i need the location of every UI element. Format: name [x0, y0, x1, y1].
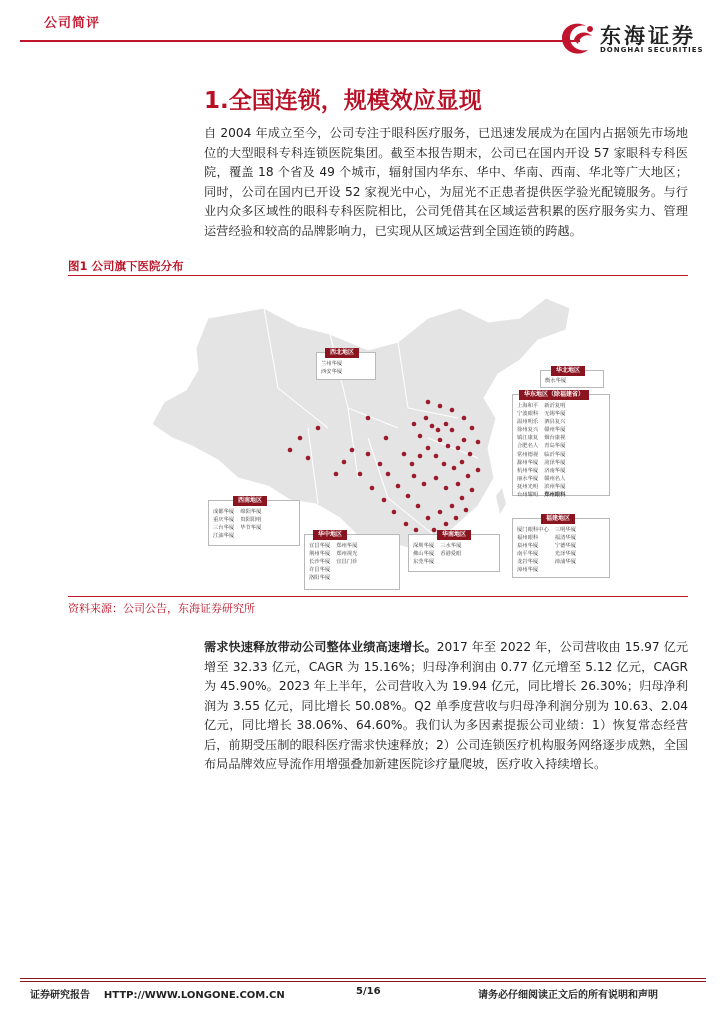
hospital-marker	[450, 408, 455, 413]
hospital-marker	[366, 452, 371, 457]
taiwan-island	[496, 488, 506, 514]
hospital-item: 成都华厦	[213, 509, 235, 515]
region-box-central	[304, 531, 400, 590]
hospital-marker	[334, 472, 339, 477]
logo-name-cn: 东海证券	[600, 24, 696, 48]
hospital-marker	[476, 440, 481, 445]
hospital-item: 赣州名人	[544, 475, 566, 482]
hospital-marker	[402, 452, 407, 457]
hospital-marker	[298, 436, 303, 441]
hospital-item: 衡水华厦	[545, 378, 567, 384]
region-title-north: 华北地区	[551, 366, 585, 376]
hospital-item: 许昌华厦	[309, 567, 331, 574]
east-right-list	[544, 402, 565, 499]
region-box-north	[540, 367, 604, 388]
hospital-marker	[412, 474, 417, 479]
hospital-marker	[430, 424, 435, 429]
hospital-item: 宜昌华厦	[309, 543, 331, 549]
hospital-item: 赣州华厦	[544, 427, 566, 434]
hospital-marker	[404, 522, 409, 527]
hospital-item: 烟台康视	[544, 435, 566, 442]
hospital-item: 菏泽华厦	[544, 459, 566, 466]
region-box-northwest	[316, 349, 376, 380]
hospital-item: 光泽华厦	[554, 551, 576, 558]
hospital-marker	[370, 486, 375, 491]
hospital-item: 洛阳华厦	[309, 575, 331, 582]
central-left-list	[309, 542, 330, 582]
hospital-marker	[466, 474, 471, 479]
hospital-marker	[438, 404, 443, 409]
region-box-south	[408, 531, 500, 572]
hospital-marker	[412, 422, 417, 427]
hospital-item: 宜昌门诊	[336, 559, 358, 566]
hospital-item: 兰州华厦	[321, 361, 343, 367]
hospital-marker	[426, 446, 431, 451]
south-right-list	[440, 542, 461, 566]
hospital-marker	[386, 472, 391, 477]
hospital-marker	[442, 462, 447, 467]
hospital-marker	[358, 472, 363, 477]
hospital-item: 泉州华厦	[517, 543, 539, 550]
section-title: 1.全国连锁，规模效应显现	[204, 88, 482, 114]
hospital-marker	[426, 400, 431, 405]
hospital-item: 三水华厦	[440, 543, 462, 549]
hospital-item: 龙岩华厦	[517, 559, 539, 566]
region-title-northwest: 西北地区	[325, 348, 359, 358]
region-box-east	[512, 391, 610, 499]
hospital-item: 绵阳华厦	[240, 509, 262, 515]
hospital-marker	[382, 498, 387, 503]
hospital-item: 抚州光明	[517, 483, 539, 490]
logo-name-en: DONGHAI SECURITIES	[600, 46, 704, 54]
paragraph-lead: 需求快速释放带动公司整体业绩高速增长。	[204, 640, 437, 654]
hospital-marker	[444, 486, 449, 491]
hospital-item: 合肥名人	[517, 443, 539, 450]
footer-disclaimer: 请务必仔细阅读正文后的所有说明和声明	[478, 990, 658, 1001]
hospital-item: 济南华厦	[544, 467, 566, 474]
hospital-item: 滁州华厦	[517, 459, 539, 466]
hospital-item: 佛山华厦	[413, 551, 435, 558]
hospital-item: 荆州华厦	[309, 551, 331, 558]
hospital-marker	[450, 428, 455, 433]
hospital-item: 新沂复明	[544, 403, 566, 409]
hospital-item: 深圳华厦	[413, 543, 435, 549]
hospital-marker	[288, 448, 293, 453]
hospital-item: 长沙华厦	[309, 559, 331, 566]
hospital-item: 丽水华厦	[517, 475, 539, 482]
hospital-marker	[410, 462, 415, 467]
hospital-item: 台州耀明	[517, 492, 539, 499]
hospital-marker	[450, 504, 455, 509]
hospital-item: 三明华厦	[554, 527, 576, 533]
hospital-marker	[384, 436, 389, 441]
hospital-marker	[432, 528, 437, 533]
hospital-marker	[456, 482, 461, 487]
hospital-item: 泗县复兴	[544, 419, 566, 426]
hospital-marker	[434, 476, 439, 481]
hospital-marker	[476, 468, 481, 473]
hospital-item: 杭州华厦	[517, 467, 539, 474]
hospital-item: 郑州视光	[336, 551, 358, 558]
hospital-marker	[350, 448, 355, 453]
hospital-marker	[436, 428, 441, 433]
hospital-item: 临沂华厦	[544, 451, 566, 458]
footer-rule-2	[20, 981, 706, 982]
paragraph-body: 2017 年至 2022 年，公司营收由 15.97 亿元增至 32.33 亿元，CAGR 为 15.16%；归母净利润由 0.77 亿元增至 5.12 亿元，CAGR 为 45.90%。2023 年上半年，公司营收入为 19.94 亿元，同比增长 26.30%；归母净利润为 3.55 亿元，同比增长 50.08%。Q2 单季度营收与归母净利润分别为 10.63、2.04 亿元，同比增长 38.06%、64.60%。我们认为多因素提振公司业绩：1）恢复常态经营后，前期受压制的眼科医疗需求快速释放；2）公司连锁医疗机构服务网络逐步成熟，全国布局品牌效应导流作用增强叠加新建医院诊疗量爬坡，医疗收入持续增长。	[204, 640, 689, 771]
hospital-item: 上海和平	[517, 403, 539, 409]
figure-source: 资料来源：公司公告，东海证券研究所	[68, 602, 255, 615]
hospital-marker	[444, 422, 449, 427]
hospital-item: 温州明乐	[517, 419, 539, 426]
intro-paragraph: 自 2004 年成立至今，公司专注于眼科医疗服务，已迅速发展成为在国内占据领先市场地位的大型眼科专科连锁医院集团。截至本报告期末，公司已在国内开设 57 家眼科专科医院，覆盖 18 个省及 49 个城市，辐射国内华东、华中、华南、西南、华北等广大地区；同时，公司在国内已开设 52 家视光中心，为屈光不正患者提供医学验光配镜服务。与行业内众多区域性的眼科专科医院相比，公司凭借其在区域运营积累的医疗服务实力、管理运营经验和较高的品牌影响力，已实现从区域运营到全国连锁的跨越。	[204, 126, 688, 238]
hospital-item: 无锡华厦	[544, 411, 566, 418]
hospital-item: 贵阳阳明	[240, 517, 262, 524]
hospital-marker	[464, 508, 469, 513]
hospital-item: 南平华厦	[517, 551, 539, 558]
hospital-item: 郑州华厦	[336, 543, 358, 549]
region-title-south: 华南地区	[437, 530, 471, 540]
hospital-item: 滨州华厦	[544, 483, 566, 490]
hospital-marker	[424, 416, 429, 421]
hospital-marker	[462, 416, 467, 421]
hospital-marker	[438, 438, 443, 443]
hospital-marker	[316, 426, 321, 431]
hospital-item: 宁波眼科	[517, 411, 539, 418]
hospital-marker	[470, 488, 475, 493]
hospital-item: 三台华厦	[213, 525, 235, 532]
hospital-distribution-map	[68, 278, 688, 594]
hospital-marker	[414, 528, 419, 533]
footer-rule	[20, 978, 706, 979]
hospital-item: 常州德视	[517, 451, 539, 458]
hospital-marker	[444, 522, 449, 527]
fujian-left-list	[517, 526, 549, 575]
performance-paragraph	[204, 638, 688, 775]
figure-bottom-rule	[68, 596, 688, 597]
hospital-item: 东莞华厦	[413, 559, 435, 566]
hospital-item: 漳浦华厦	[554, 559, 576, 566]
hospital-item: 毕节华厦	[240, 525, 262, 532]
hospital-item: 漳州华厦	[517, 567, 539, 574]
header-divider	[20, 40, 580, 42]
region-box-southwest	[208, 497, 300, 546]
hospital-item: 郑州眼科	[544, 492, 566, 499]
hospital-marker	[416, 504, 421, 509]
hospital-item: 镇江康复	[517, 435, 539, 442]
hospital-marker	[460, 460, 465, 465]
hospital-marker	[454, 516, 459, 521]
hospital-marker	[418, 454, 423, 459]
hospital-item: 福州眼科	[517, 535, 539, 542]
southwest-left-list	[213, 508, 234, 540]
hospital-marker	[396, 484, 401, 489]
hospital-marker	[366, 416, 371, 421]
region-box-fujian	[512, 515, 610, 578]
hospital-item: 福清华厦	[554, 535, 576, 542]
hospital-item: 厦门眼科中心	[517, 527, 549, 533]
hospital-marker	[378, 462, 383, 467]
hospital-item: 徐州复兴	[517, 427, 539, 434]
figure-top-rule	[68, 275, 688, 276]
hospital-marker	[462, 438, 467, 443]
figure-title: 图1 公司旗下医院分布	[68, 259, 184, 273]
hospital-marker	[422, 482, 427, 487]
hospital-marker	[456, 446, 461, 451]
hospital-item: 重庆华厦	[213, 517, 235, 524]
hospital-marker	[460, 496, 465, 501]
fujian-right-list	[555, 526, 576, 575]
hospital-marker	[342, 460, 347, 465]
region-title-fujian: 福建地区	[541, 514, 575, 524]
hospital-marker	[438, 510, 443, 515]
footer-left: 证券研究报告 HTTP://WWW.LONGONE.COM.CN	[30, 990, 285, 1001]
hospital-marker	[406, 494, 411, 499]
hospital-marker	[446, 444, 451, 449]
hospital-item: 宁德华厦	[554, 543, 576, 550]
hospital-marker	[470, 426, 475, 431]
southwest-right-list	[240, 508, 261, 540]
report-type-tag: 公司简评	[44, 16, 101, 31]
central-right-list	[336, 542, 357, 582]
hospital-marker	[434, 454, 439, 459]
hospital-marker	[452, 466, 457, 471]
east-left-list	[517, 402, 538, 499]
hospital-item: 西安华厦	[321, 369, 343, 376]
south-left-list	[413, 542, 434, 566]
hospital-marker	[426, 516, 431, 521]
hospital-marker	[392, 510, 397, 515]
region-title-southwest: 西南地区	[233, 496, 267, 506]
hospital-marker	[418, 434, 423, 439]
region-title-central: 华中地区	[313, 530, 347, 540]
hospital-item: 青岛华厦	[544, 443, 566, 450]
hospital-item: 香港爱眼	[440, 551, 462, 558]
page-number: 5/16	[356, 986, 381, 997]
hospital-marker	[306, 456, 311, 461]
hospital-item: 江油华厦	[213, 533, 235, 540]
region-title-east: 华东地区（除福建省）	[519, 390, 589, 400]
hospital-marker	[468, 452, 473, 457]
